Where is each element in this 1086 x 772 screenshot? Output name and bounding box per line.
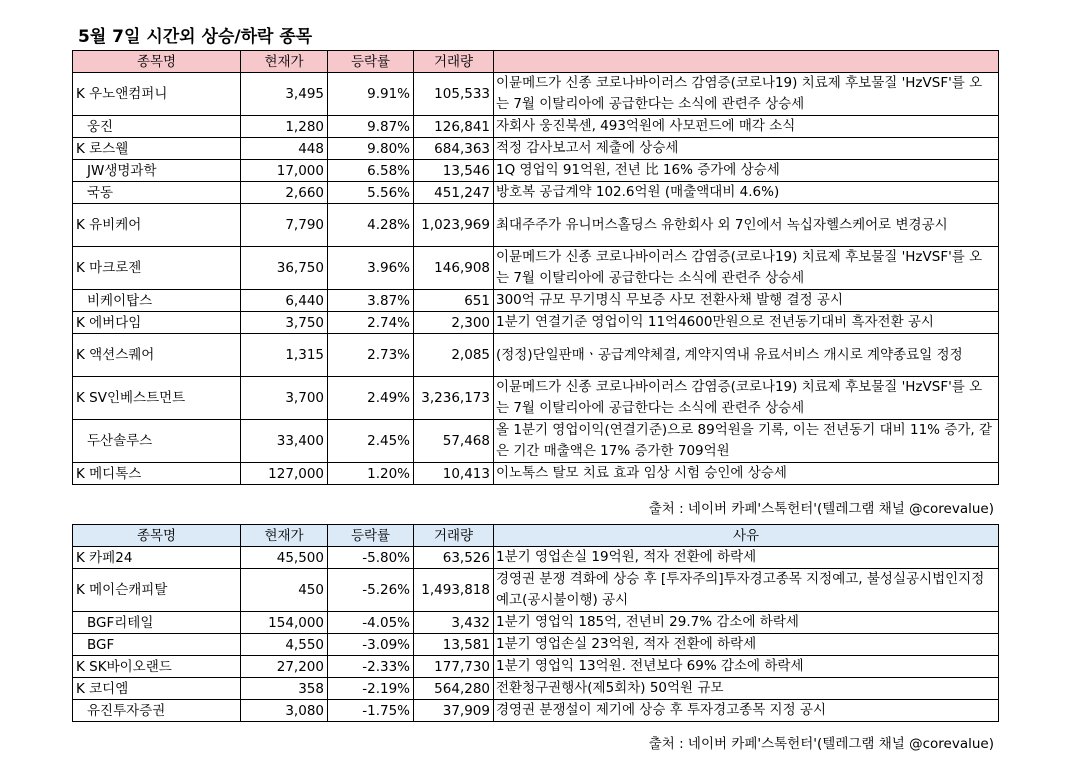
stock-price: 6,440 (241, 290, 328, 312)
stock-change-rate: 4.28% (328, 204, 414, 247)
stock-price: 3,750 (241, 312, 328, 334)
stock-price: 3,495 (241, 73, 328, 116)
stock-change-rate: 3.96% (328, 247, 414, 290)
stock-price: 154,000 (241, 612, 328, 634)
stock-change-rate: -1.75% (328, 700, 414, 722)
stock-name: K 마크로젠 (73, 247, 241, 290)
stock-volume: 1,023,969 (414, 204, 494, 247)
stock-volume: 57,468 (414, 420, 494, 463)
stock-reason: 이뮨메드가 신종 코로나바이러스 감염증(코로나19) 치료제 후보물질 'HzVSF'를 오는 7월 이탈리아에 공급한다는 소식에 관련주 상승세 (494, 377, 999, 420)
stock-change-rate: -5.80% (328, 547, 414, 569)
table-row (73, 73, 999, 116)
stock-reason: 방호복 공급계약 102.6억원 (매출액대비 4.6%) (494, 182, 999, 204)
header-volume: 거래량 (414, 525, 494, 547)
stock-volume: 37,909 (414, 700, 494, 722)
table-row (73, 116, 999, 138)
stock-name: K 유비케어 (73, 204, 241, 247)
stock-price: 3,700 (241, 377, 328, 420)
header-reason (494, 51, 999, 73)
table-row (73, 420, 999, 463)
stock-name: K 에버다임 (73, 312, 241, 334)
falling-stocks-table (72, 524, 999, 722)
stock-price: 7,790 (241, 204, 328, 247)
source-note: 출처 : 네이버 카페'스톡헌터'(텔레그램 채널 @corevalue) (648, 501, 994, 517)
header-rate: 등락률 (328, 525, 414, 547)
source-note: 출처 : 네이버 카페'스톡헌터'(텔레그램 채널 @corevalue) (648, 736, 994, 752)
stock-volume: 684,363 (414, 138, 494, 160)
table-row (73, 634, 999, 656)
stock-price: 33,400 (241, 420, 328, 463)
stock-name: 두산솔루스 (73, 420, 241, 463)
stock-name: K 메이슨캐피탈 (73, 569, 241, 612)
stock-change-rate: 2.73% (328, 334, 414, 377)
stock-change-rate: -3.09% (328, 634, 414, 656)
stock-reason: 경영권 분쟁설이 제기에 상승 후 투자경고종목 지정 공시 (494, 700, 999, 722)
stock-name: JW생명과학 (73, 160, 241, 182)
stock-reason: 이노톡스 탈모 치료 효과 임상 시험 승인에 상승세 (494, 463, 999, 485)
stock-price: 36,750 (241, 247, 328, 290)
stock-price: 1,280 (241, 116, 328, 138)
stock-volume: 146,908 (414, 247, 494, 290)
stock-change-rate: 2.49% (328, 377, 414, 420)
header-name: 종목명 (73, 525, 241, 547)
header-volume: 거래량 (414, 51, 494, 73)
table-header-row (73, 51, 999, 73)
table-row (73, 312, 999, 334)
stock-reason: 전환청구권행사(제5회차) 50억원 규모 (494, 678, 999, 700)
stock-name: K 액션스퀘어 (73, 334, 241, 377)
stock-volume: 651 (414, 290, 494, 312)
table-row (73, 569, 999, 612)
stock-volume: 564,280 (414, 678, 494, 700)
stock-change-rate: 5.56% (328, 182, 414, 204)
stock-change-rate: -2.33% (328, 656, 414, 678)
header-price: 현재가 (241, 525, 328, 547)
stock-volume: 2,300 (414, 312, 494, 334)
stock-name: K 로스웰 (73, 138, 241, 160)
stock-reason: 1분기 영업익 185억, 전년비 29.7% 감소에 하락세 (494, 612, 999, 634)
stock-price: 17,000 (241, 160, 328, 182)
header-rate: 등락률 (328, 51, 414, 73)
stock-change-rate: 9.87% (328, 116, 414, 138)
table-row (73, 334, 999, 377)
stock-name: 유진투자증권 (73, 700, 241, 722)
stock-volume: 10,413 (414, 463, 494, 485)
stock-reason: 올 1분기 영업이익(연결기준)으로 89억원을 기록, 이는 전년동기 대비 11% 증가, 같은 기간 매출액은 17% 증가한 709억원 (494, 420, 999, 463)
stock-name: 비케이탑스 (73, 290, 241, 312)
stock-price: 358 (241, 678, 328, 700)
stock-change-rate: -5.26% (328, 569, 414, 612)
stock-name: K SK바이오랜드 (73, 656, 241, 678)
stock-volume: 3,432 (414, 612, 494, 634)
table-row (73, 700, 999, 722)
stock-volume: 13,546 (414, 160, 494, 182)
stock-volume: 3,236,173 (414, 377, 494, 420)
stock-reason: 이뮨메드가 신종 코로나바이러스 감염증(코로나19) 치료제 후보물질 'HzVSF'를 오는 7월 이탈리아에 공급한다는 소식에 관련주 상승세 (494, 247, 999, 290)
stock-change-rate: 6.58% (328, 160, 414, 182)
stock-volume: 451,247 (414, 182, 494, 204)
stock-change-rate: 9.91% (328, 73, 414, 116)
stock-reason: 자회사 웅진북센, 493억원에 사모펀드에 매각 소식 (494, 116, 999, 138)
table-row (73, 463, 999, 485)
stock-price: 4,550 (241, 634, 328, 656)
stock-price: 127,000 (241, 463, 328, 485)
rising-stocks-table (72, 50, 999, 485)
stock-name: K 메디톡스 (73, 463, 241, 485)
stock-change-rate: 9.80% (328, 138, 414, 160)
stock-price: 2,660 (241, 182, 328, 204)
stock-reason: 1분기 영업손실 23억원, 적자 전환에 하락세 (494, 634, 999, 656)
stock-name: K SV인베스트먼트 (73, 377, 241, 420)
page-title: 5월 7일 시간외 상승/하락 종목 (78, 27, 313, 47)
stock-volume: 63,526 (414, 547, 494, 569)
stock-name: 국동 (73, 182, 241, 204)
stock-change-rate: 3.87% (328, 290, 414, 312)
stock-reason: 적정 감사보고서 제출에 상승세 (494, 138, 999, 160)
stock-volume: 105,533 (414, 73, 494, 116)
stock-reason: 1Q 영업익 91억원, 전년 比 16% 증가에 상승세 (494, 160, 999, 182)
table-row (73, 290, 999, 312)
stock-volume: 13,581 (414, 634, 494, 656)
header-price: 현재가 (241, 51, 328, 73)
table-row (73, 377, 999, 420)
stock-price: 448 (241, 138, 328, 160)
table-row (73, 547, 999, 569)
stock-reason: 최대주주가 유니머스홀딩스 유한회사 외 7인에서 녹십자헬스케어로 변경공시 (494, 204, 999, 247)
stock-change-rate: -4.05% (328, 612, 414, 634)
table-row (73, 612, 999, 634)
stock-change-rate: 2.45% (328, 420, 414, 463)
table-row (73, 247, 999, 290)
table-header-row (73, 525, 999, 547)
stock-change-rate: 1.20% (328, 463, 414, 485)
stock-name: BGF리테일 (73, 612, 241, 634)
stock-price: 3,080 (241, 700, 328, 722)
table-row (73, 138, 999, 160)
stock-volume: 126,841 (414, 116, 494, 138)
stock-price: 45,500 (241, 547, 328, 569)
stock-price: 27,200 (241, 656, 328, 678)
stock-reason: 1분기 영업익 13억원. 전년보다 69% 감소에 하락세 (494, 656, 999, 678)
stock-reason: (정정)단일판매ㆍ공급계약체결, 계약지역내 유료서비스 개시로 계약종료일 정정 (494, 334, 999, 377)
stock-name: K 코디엠 (73, 678, 241, 700)
stock-name: BGF (73, 634, 241, 656)
stock-volume: 177,730 (414, 656, 494, 678)
table-row (73, 678, 999, 700)
table-row (73, 182, 999, 204)
stock-change-rate: 2.74% (328, 312, 414, 334)
stock-name: K 우노앤컴퍼니 (73, 73, 241, 116)
stock-reason: 이뮨메드가 신종 코로나바이러스 감염증(코로나19) 치료제 후보물질 'HzVSF'를 오는 7월 이탈리아에 공급한다는 소식에 관련주 상승세 (494, 73, 999, 116)
stock-volume: 1,493,818 (414, 569, 494, 612)
stock-price: 1,315 (241, 334, 328, 377)
table-row (73, 204, 999, 247)
stock-reason: 경영권 분쟁 격화에 상승 후 [투자주의]투자경고종목 지정예고, 불성실공시법인지정예고(공시불이행) 공시 (494, 569, 999, 612)
stock-reason: 300억 규모 무기명식 무보증 사모 전환사채 발행 결정 공시 (494, 290, 999, 312)
stock-reason: 1분기 연결기준 영업이익 11억4600만원으로 전년동기대비 흑자전환 공시 (494, 312, 999, 334)
stock-volume: 2,085 (414, 334, 494, 377)
stock-name: 웅진 (73, 116, 241, 138)
table-row (73, 656, 999, 678)
header-name: 종목명 (73, 51, 241, 73)
stock-change-rate: -2.19% (328, 678, 414, 700)
stock-name: K 카페24 (73, 547, 241, 569)
header-reason: 사유 (494, 525, 999, 547)
stock-price: 450 (241, 569, 328, 612)
stock-reason: 1분기 영업손실 19억원, 적자 전환에 하락세 (494, 547, 999, 569)
table-row (73, 160, 999, 182)
